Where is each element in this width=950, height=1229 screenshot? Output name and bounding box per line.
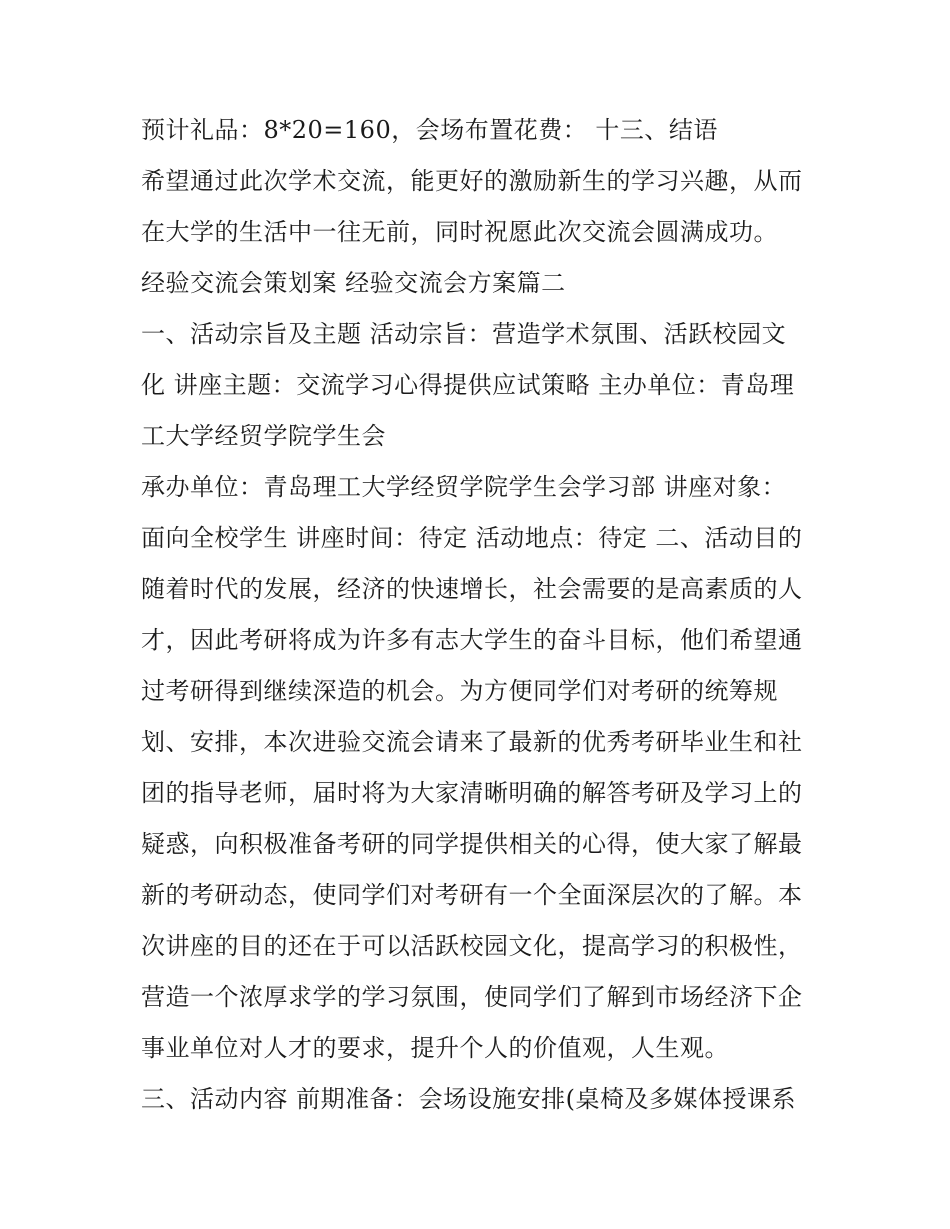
text-line: 承办单位：青岛理工大学经贸学院学生会学习部 讲座对象： xyxy=(141,473,787,501)
text-line: 新的考研动态，使同学们对考研有一个全面深层次的了解。本 xyxy=(141,881,803,909)
text-line: 随着时代的发展，经济的快速增长，社会需要的是高素质的人 xyxy=(141,575,803,603)
text-line: 面向全校学生 讲座时间：待定 活动地点：待定 二、活动目的 xyxy=(141,524,803,552)
text-line: 工大学经贸学院学生会 xyxy=(141,422,386,450)
section-heading: 经验交流会策划案 经验交流会方案篇二 xyxy=(141,269,566,297)
text-line: 才，因此考研将成为许多有志大学生的奋斗目标，他们希望通 xyxy=(141,626,803,654)
text-line: 疑惑，向积极准备考研的同学提供相关的心得，使大家了解最 xyxy=(141,830,803,858)
text-line: 营造一个浓厚求学的学习氛围，使同学们了解到市场经济下企 xyxy=(141,983,803,1011)
text-line: 次讲座的目的还在于可以活跃校园文化，提高学习的积极性， xyxy=(141,932,803,960)
text-line: 在大学的生活中一往无前，同时祝愿此次交流会圆满成功。 xyxy=(141,218,778,246)
text-line: 化 讲座主题：交流学习心得提供应试策略 主办单位：青岛理 xyxy=(141,371,795,399)
text-line: 过考研得到继续深造的机会。为方便同学们对考研的统筹规 xyxy=(141,677,778,705)
document-body xyxy=(141,110,841,1130)
text-line: 预计礼品：8*20=160，会场布置花费： 十三、结语 xyxy=(141,116,718,144)
text-line: 划、安排，本次进验交流会请来了最新的优秀考研毕业生和社 xyxy=(141,728,803,756)
text-line: 事业单位对人才的要求，提升个人的价值观，人生观。 xyxy=(141,1034,729,1062)
text-line: 希望通过此次学术交流，能更好的激励新生的学习兴趣，从而 xyxy=(141,167,803,195)
text-line: 一、活动宗旨及主题 活动宗旨：营造学术氛围、活跃校园文 xyxy=(141,320,787,348)
text-line: 团的指导老师，届时将为大家清晰明确的解答考研及学习上的 xyxy=(141,779,803,807)
text-line: 三、活动内容 前期准备：会场设施安排(桌椅及多媒体授课系 xyxy=(141,1085,796,1113)
